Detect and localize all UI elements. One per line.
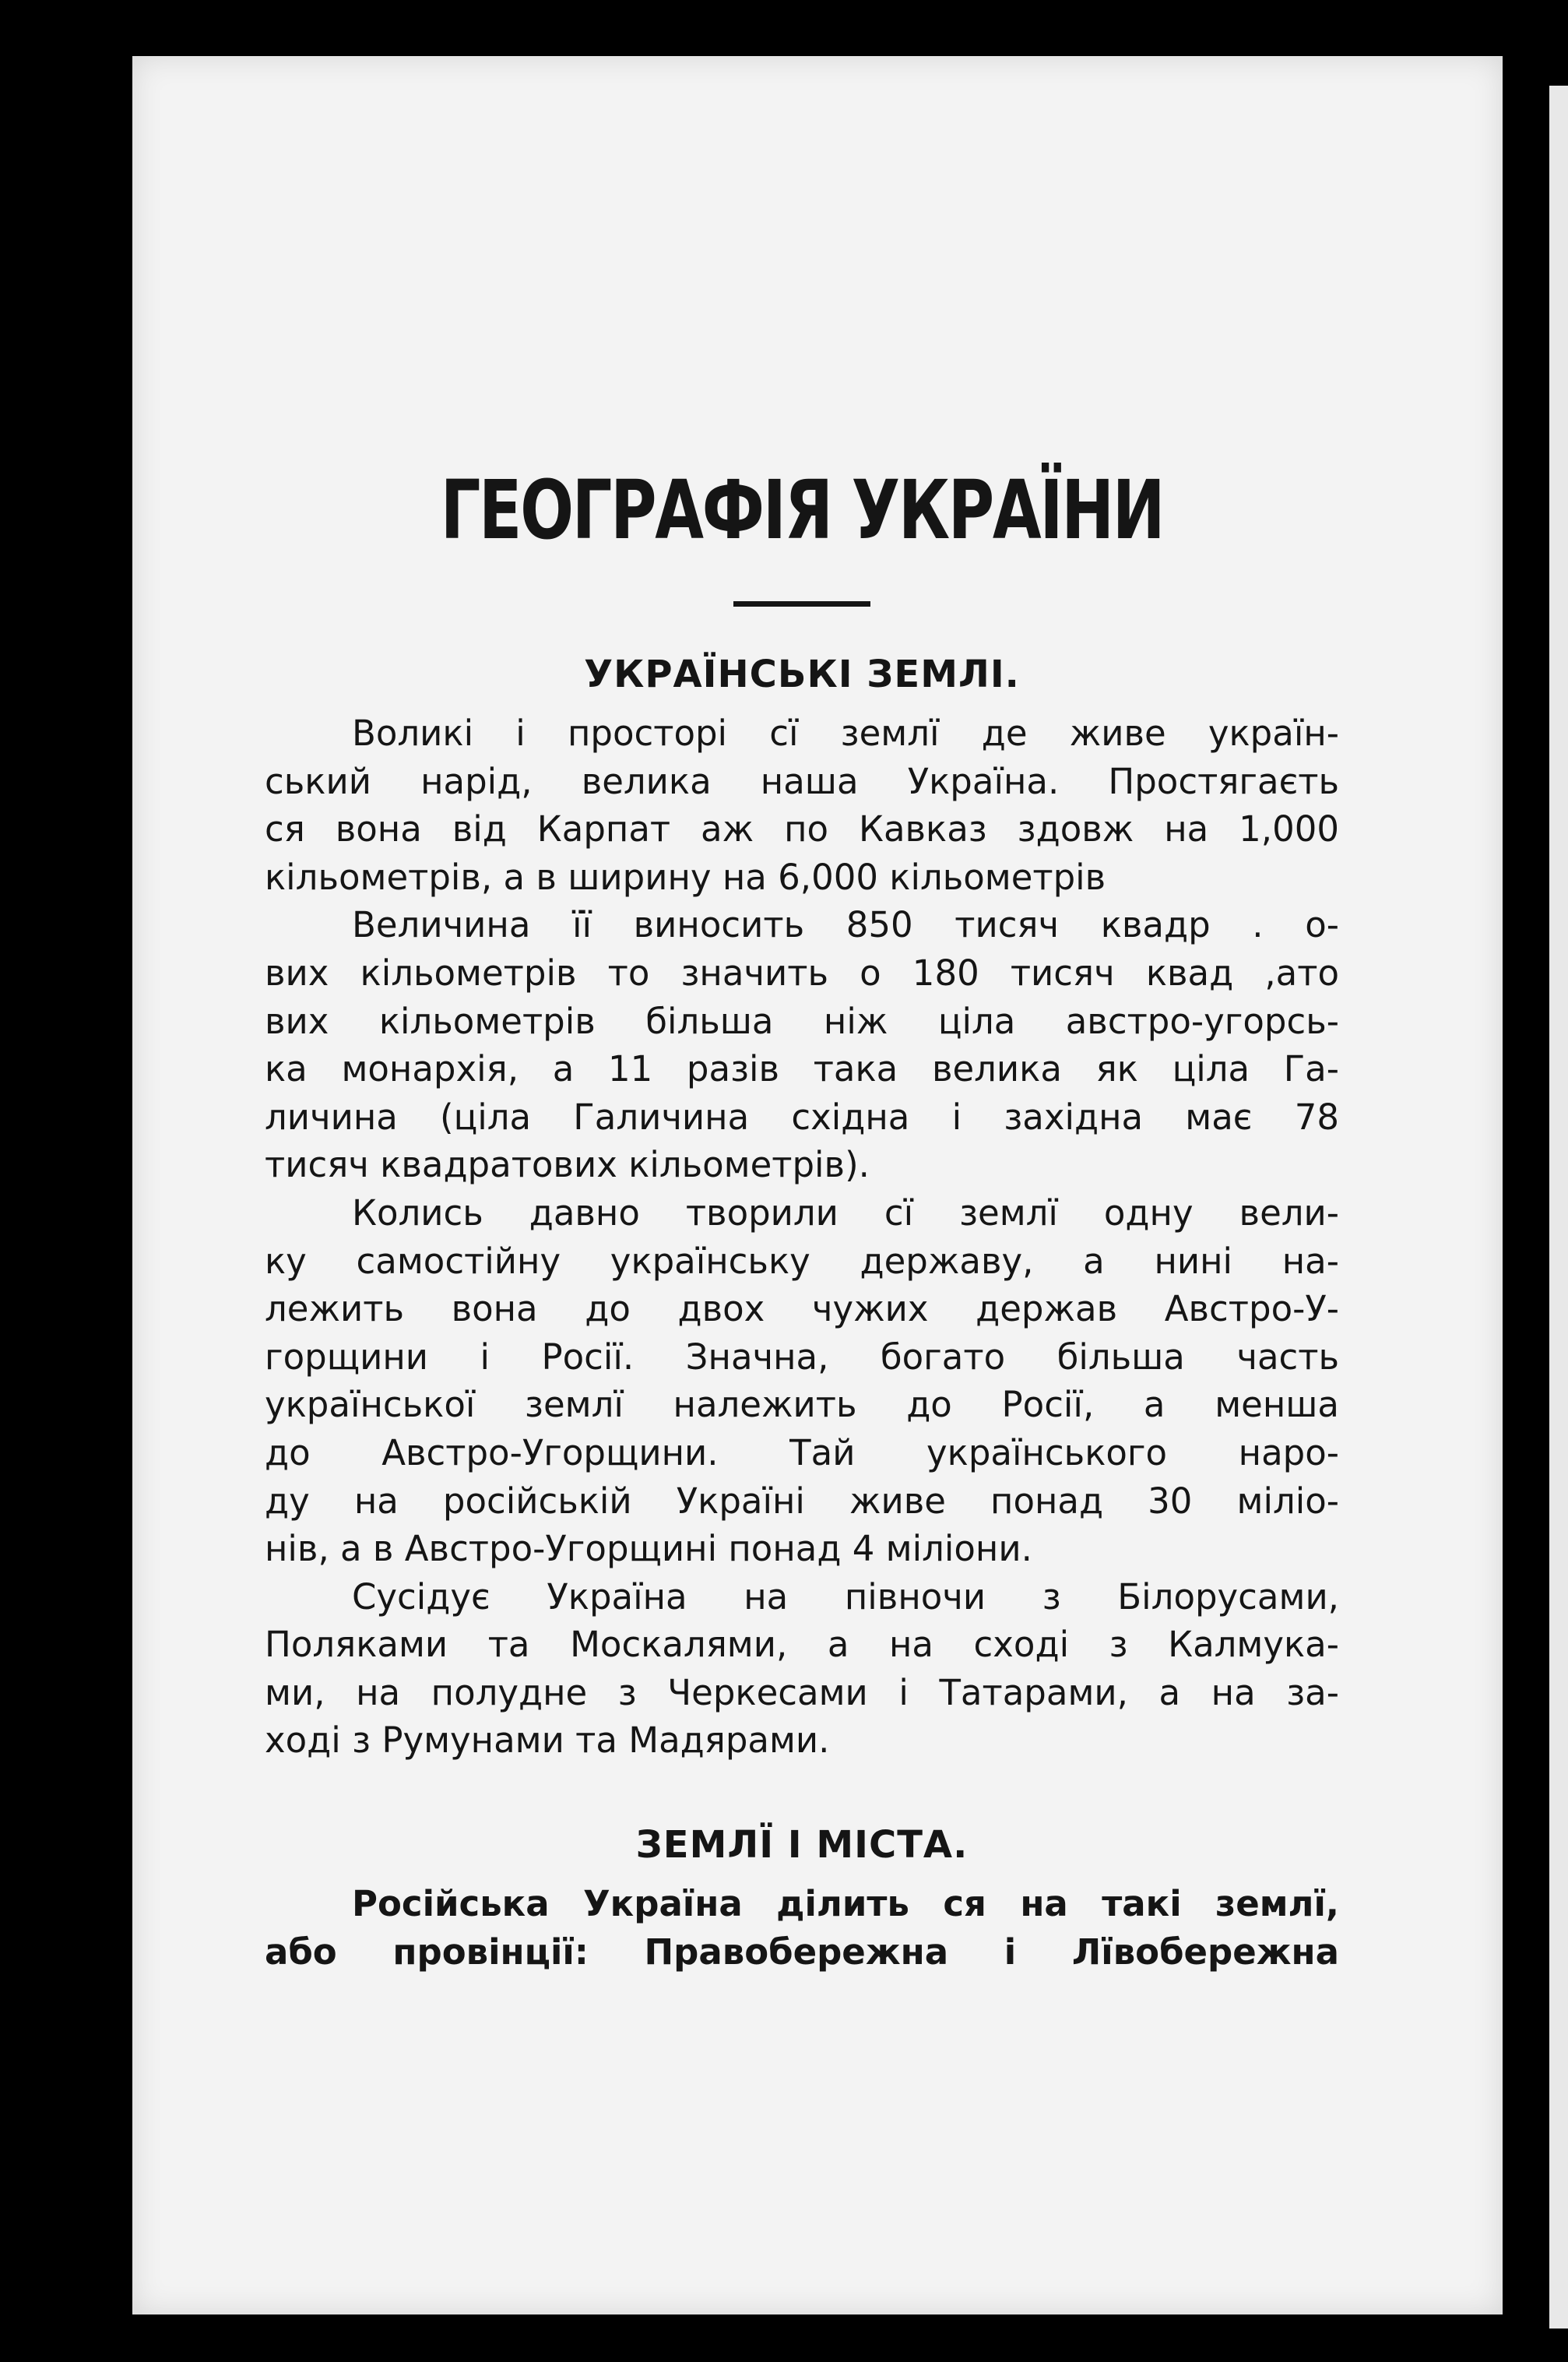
text-line: Воликі і просторі сї землї де живе україн- [352,713,1339,754]
paragraph [265,1880,1339,1976]
paragraph [265,901,1339,1189]
text-line: ський нарід, велика наша Україна. Простягаєть [265,760,1339,802]
adjacent-page-edge [1549,86,1568,2329]
paragraph [265,1573,1339,1765]
text-line: або провінції: Правобережна і Лївобережна [265,1931,1339,1973]
text-line: Російська Україна ділить ся на такі землї, [352,1883,1339,1925]
text-line: ході з Румунами та Мадярами. [265,1720,830,1762]
text-line: вих кільометрів більша ніж ціла австро-угорсь- [265,1000,1339,1042]
page-content [265,459,1339,1976]
page-title: ГЕОГРАФІЯ УКРАЇНИ [440,463,1164,558]
text-line: ду на російській Україні живе понад 30 міліо- [265,1480,1339,1522]
section-heading-ukrainian-lands: УКРАЇНСЬКІ ЗЕМЛІ. [584,653,1020,696]
text-line: Величина її виносить 850 тисяч квадр . о- [352,904,1339,946]
text-line: Поляками та Москалями, а на сході з Калмука- [265,1624,1339,1666]
text-line: ся вона від Карпат аж по Кавказ здовж на 1,000 [265,808,1339,850]
text-line: ку самостійну українську державу, а нині на- [265,1240,1339,1282]
text-line: ми, на полудне з Черкесами і Татарами, а на за- [265,1671,1339,1713]
text-line: лежить вона до двох чужих держав Австро-У- [265,1288,1339,1330]
text-line: української землї належить до Росії, а менша [265,1384,1339,1426]
text-line: ка монархія, а 11 разів така велика як ціла Га- [265,1048,1339,1090]
text-line: личина (ціла Галичина східна і західна має 78 [265,1096,1339,1138]
title-divider [733,601,870,607]
paragraph [265,709,1339,901]
section-heading-lands-and-cities: ЗЕМЛЇ І МІСТА. [635,1823,969,1867]
text-line: тисяч квадратових кільометрів). [265,1144,870,1186]
text-line: Колись давно творили сї землї одну вели- [352,1192,1339,1234]
text-line: кільометрів, а в ширину на 6,000 кільометрів [265,856,1106,898]
text-line: до Австро-Угорщини. Тай українського наро- [265,1431,1339,1473]
text-line: горщини і Росії. Значна, богато більша часть [265,1336,1339,1378]
paragraph [265,1189,1339,1573]
text-line: вих кільометрів то значить о 180 тисяч квад ,ато [265,952,1339,994]
text-line: нів, а в Австро-Угорщині понад 4 міліони. [265,1528,1032,1570]
text-line: Сусідує Україна на півночи з Білорусами, [352,1575,1339,1617]
